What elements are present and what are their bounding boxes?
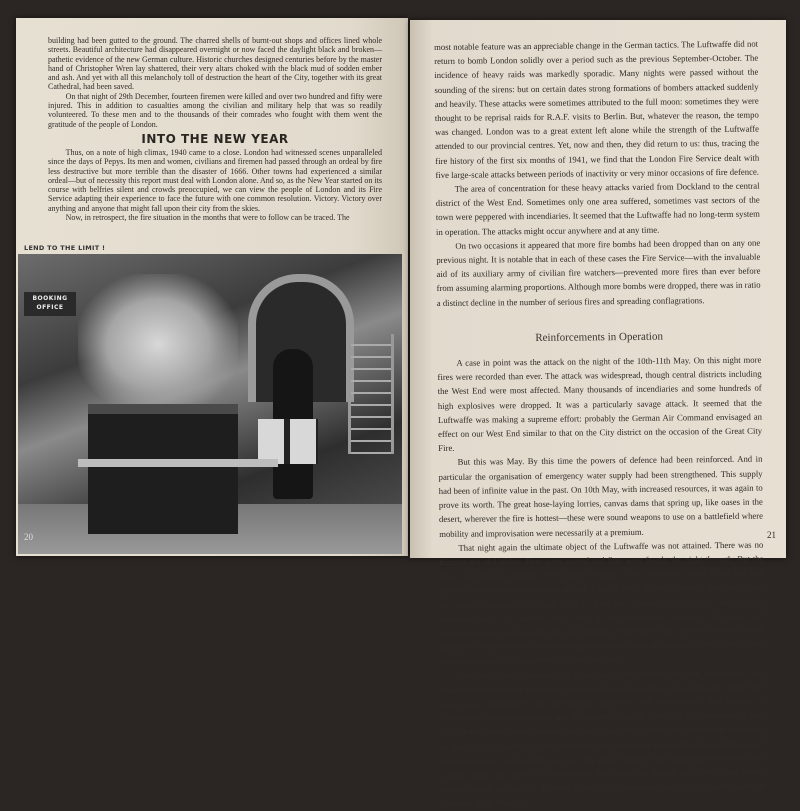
paragraph: But this was May. By this time the powers of defence had been reinforced. And in particular the organisation of emergency water supply had been strengthened. This supply had been of infinite value in the past. On 10th May, with increased resources, it was again to prove its worth. The great hose-laying lorries, canvas dams that spring up, like oases in the desert, wherever the fire is hottest—these were sound weapons to use on a battlefield where mobility and improvisation were necessarily at a premium. xyxy=(438,454,764,539)
paragraph: On two occasions it appeared that more fire bombs had been dropped than on any one previous night. It is notable that in each of these cases the Fire Service—with the invaluable aid of its auxiliary army of civilian fire watchers—prevented more fires than ever before from assuming alarming proportions. Although more bombs were dropped, there was in ratio a distinct decline in the number of serious fires and spreading conflagrations. xyxy=(436,237,761,308)
left-page-text xyxy=(48,36,382,222)
posters xyxy=(258,419,318,464)
page-number: 20 xyxy=(24,532,33,542)
ladder xyxy=(348,334,394,454)
paragraph: However, though thousands of incendiaries were mopped up soon after impact, and though the flames were prevented from multiplying themselves catastrophically, much harm was done. Westminster was deliberately spattered with incendiaries. The Houses of Parliament, Westminster Abbey and the ancient monastic dormitory of Westminster Upper School were among many famous buildings throughout London that suffered the indignities of fire and high explosive. These buildings were in no case irreparably damaged. But much that was historic and lovable was lost. The great timbered roof spanning Westminster Hall caught alight. The place of coronation in the Abbey lay littered with rubble and broken timber beneath an open sky. Firemen played their jets of water over Gothic tracery lining the galleries of the House of xyxy=(440,667,766,809)
paragraph: building had been gutted to the ground. The charred shells of burnt-out shops and offices lined whole streets. Beautiful architecture had disappeared overnight or now faced the daylight black and broken—pathetic evidence of the new German culture. Historic churches designed centuries before by the master hand of Christopher Wren lay shattered, their very altars choked with the black mud of sodden ember and ash. And yet with all this melancholy toll of destruction the heart of the City, together with its great Cathedral, had been saved. xyxy=(48,36,382,92)
fire-engine-rail xyxy=(78,459,278,467)
paragraph: Now, in retrospect, the fire situation in the months that were to follow can be traced. The xyxy=(65,213,350,223)
booking-office-sign: BOOKING OFFICE xyxy=(24,292,76,316)
fire-scene-photo xyxy=(18,254,402,554)
right-page-text xyxy=(434,37,766,811)
page-number: 21 xyxy=(767,530,776,540)
photo-caption: LEND TO THE LIMIT ! xyxy=(24,244,106,252)
right-page xyxy=(410,20,786,809)
fire-engine xyxy=(88,404,238,534)
paragraph: A case in point was the attack on the night of the 10th-11th May. On this night more fires were recorded than ever. The attack was widespread, though central districts including the West End were most affected. Many thousands of incendiaries and some hundreds of high explosives were dropped. It was a particularly savage attack. It seemed that the Luftwaffe was making a supreme effort: probably the German Air Command envisaged an effect on our West End similar to that on the City district on the occasion of the Great City Fire. xyxy=(437,354,763,454)
smoke xyxy=(78,274,238,414)
left-page xyxy=(16,18,408,556)
paragraph: The area of concentration for these heavy attacks varied from Dockland to the central district of the West End. Sometimes only one area suffered, sometimes vast sectors of the town were peppered with incendiaries. It seemed that the Luftwaffe had no long-term system in operation. The attacks might occur anywhere and at any time. xyxy=(435,180,760,237)
paragraph: That night again the ultimate object of the Luftwaffe was not attained. There was no burning out of London. Fires were caused and fires were fought the night through. But the forces of defence prevailed. The greatest danger of an incendiary attack is the fire that spreads from building to building at such a speed and with such intensity that fire fighters are unable temporarily to cope with it. This fire situation is technically known as a conflagration. It is, notable, that, with all the fire bombs dropped, only one such conflagration occurred on the night of 10th May. There were other serious fires but in each case they were prevented from spreading dangerously. And the number of these serious fires was also reduced in comparison with previous raids. xyxy=(439,539,765,667)
paragraph: Thus, on a note of high climax, 1940 came to a close. London had witnessed scenes unparalleled since the days of Pepys. Its men and women, civilians and firemen had passed through an ordeal by fire less destructive but more terrible than the disaster of 1666. Other towns had experienced a similar ordeal—but of necessity this report must deal with London alone. And so, as the New Year started on its course with belfries silent and crowds preoccupied, we can view the people of London and its Fire Service adapting their experience to face the future with one common resolution. Victory. Victory over anything and anyone that might fall upon their city from the skies. xyxy=(48,147,382,213)
paragraph: On that night of 29th December, fourteen firemen were killed and over two hundred and fifty were injured. This in addition to casualties among the civilian and military help that was so readily volunteered. To these men and to the thousands of their comrades who fought with them went the gratitude of the people of London. xyxy=(48,91,382,129)
section-heading: Reinforcements in Operation xyxy=(535,330,664,344)
paragraph: most notable feature was an appreciable change in the German tactics. The Luftwaffe did not return to bomb London solidly over a period such as the previous September-October. The incidence of heavy raids was markedly sporadic. Many nights were passed without the sounding of the sirens: but on certain dates strong formations of bombers attacked suddenly and heavily. These attacks were sometimes attributed to the full moon: sometimes they were thought to be reprisal raids for R.A.F. visits to Berlin. But, whatever the reason, the tempo was changed. London was to a great extent left alone while the strength of the Luftwaffe attended to our provincial centres. Yet, now and then, they did return to us: thus, tracing the fire history of the first six months of 1941, we find that the London Fire Service dealt with five large-scale attacks between periods of inactivity or very minor occasions of fire defence. xyxy=(434,38,760,180)
section-heading: INTO THE NEW YEAR xyxy=(141,131,289,146)
